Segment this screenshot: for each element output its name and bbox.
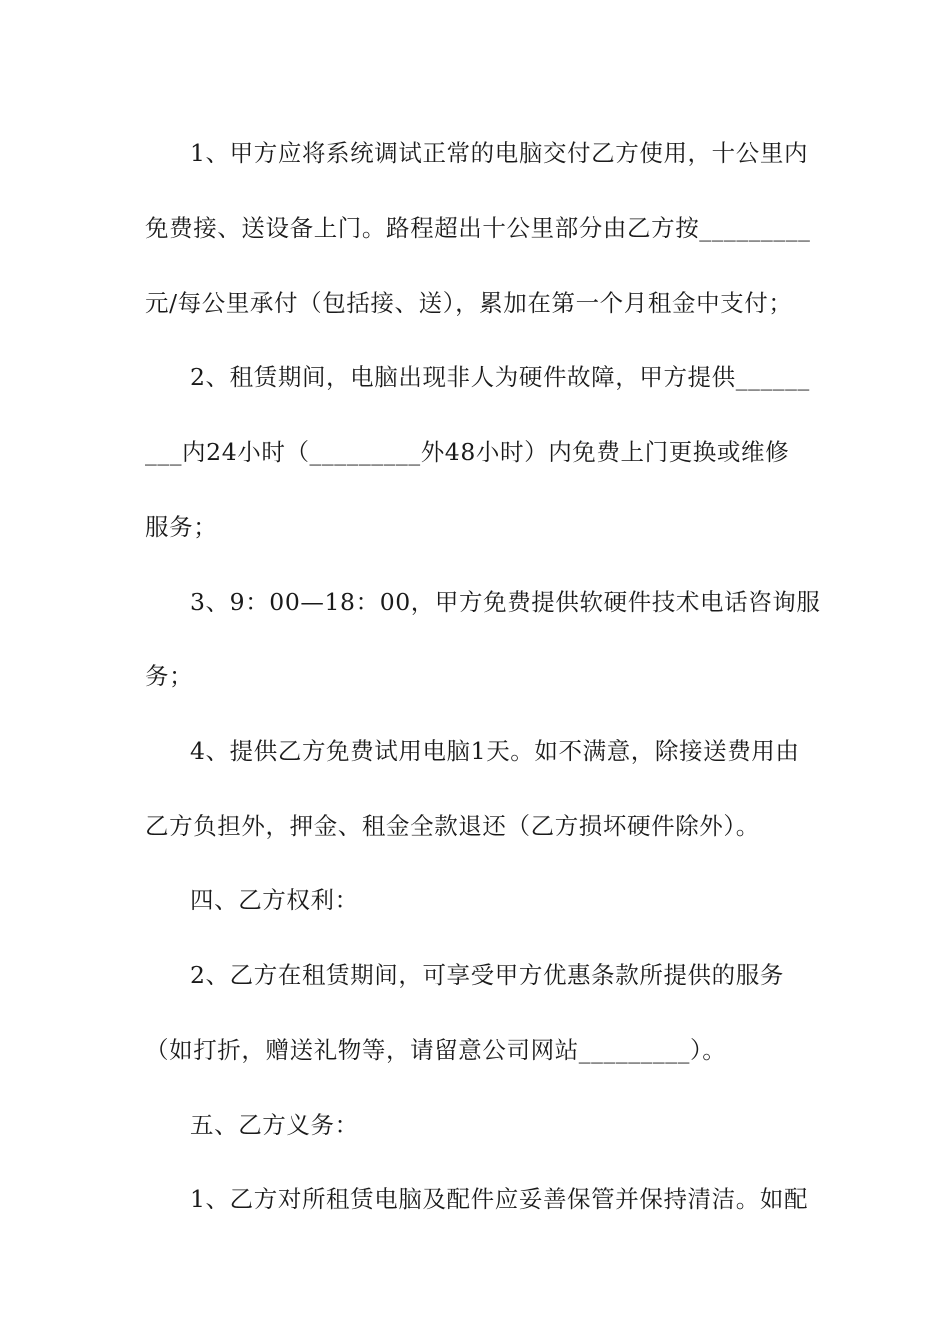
clause-2-line-1: 2、租赁期间，电脑出现非人为硬件故障，甲方提供______ <box>190 363 810 391</box>
clause-1-line-1: 1、甲方应将系统调试正常的电脑交付乙方使用，十公里内 <box>190 139 809 167</box>
clause-3-line-1: 3、9：00—18：00，甲方免费提供软硬件技术电话咨询服 <box>190 588 821 616</box>
clause-1-line-3: 元/每公里承付（包括接、送），累加在第一个月租金中支付； <box>145 289 793 317</box>
rights-clause-2-line-2: （如打折，赠送礼物等，请留意公司网站_________）。 <box>145 1036 727 1064</box>
section-heading-rights: 四、乙方权利： <box>190 886 359 914</box>
clause-3-line-2: 务； <box>145 662 194 690</box>
rights-clause-2-line-1: 2、乙方在租赁期间，可享受甲方优惠条款所提供的服务 <box>190 961 784 989</box>
clause-4-line-1: 4、提供乙方免费试用电脑1天。如不满意，除接送费用由 <box>190 737 800 765</box>
section-heading-duties: 五、乙方义务： <box>190 1111 359 1139</box>
clause-2-line-3: 服务； <box>145 513 218 541</box>
duties-clause-1-line-1: 1、乙方对所租赁电脑及配件应妥善保管并保持清洁。如配 <box>190 1185 809 1213</box>
clause-4-line-2: 乙方负担外，押金、租金全款退还（乙方损坏硬件除外）。 <box>145 812 760 840</box>
clause-1-line-2: 免费接、送设备上门。路程超出十公里部分由乙方按_________ <box>145 214 811 242</box>
clause-2-line-2: ___内24小时（_________外48小时）内免费上门更换或维修 <box>145 438 790 466</box>
